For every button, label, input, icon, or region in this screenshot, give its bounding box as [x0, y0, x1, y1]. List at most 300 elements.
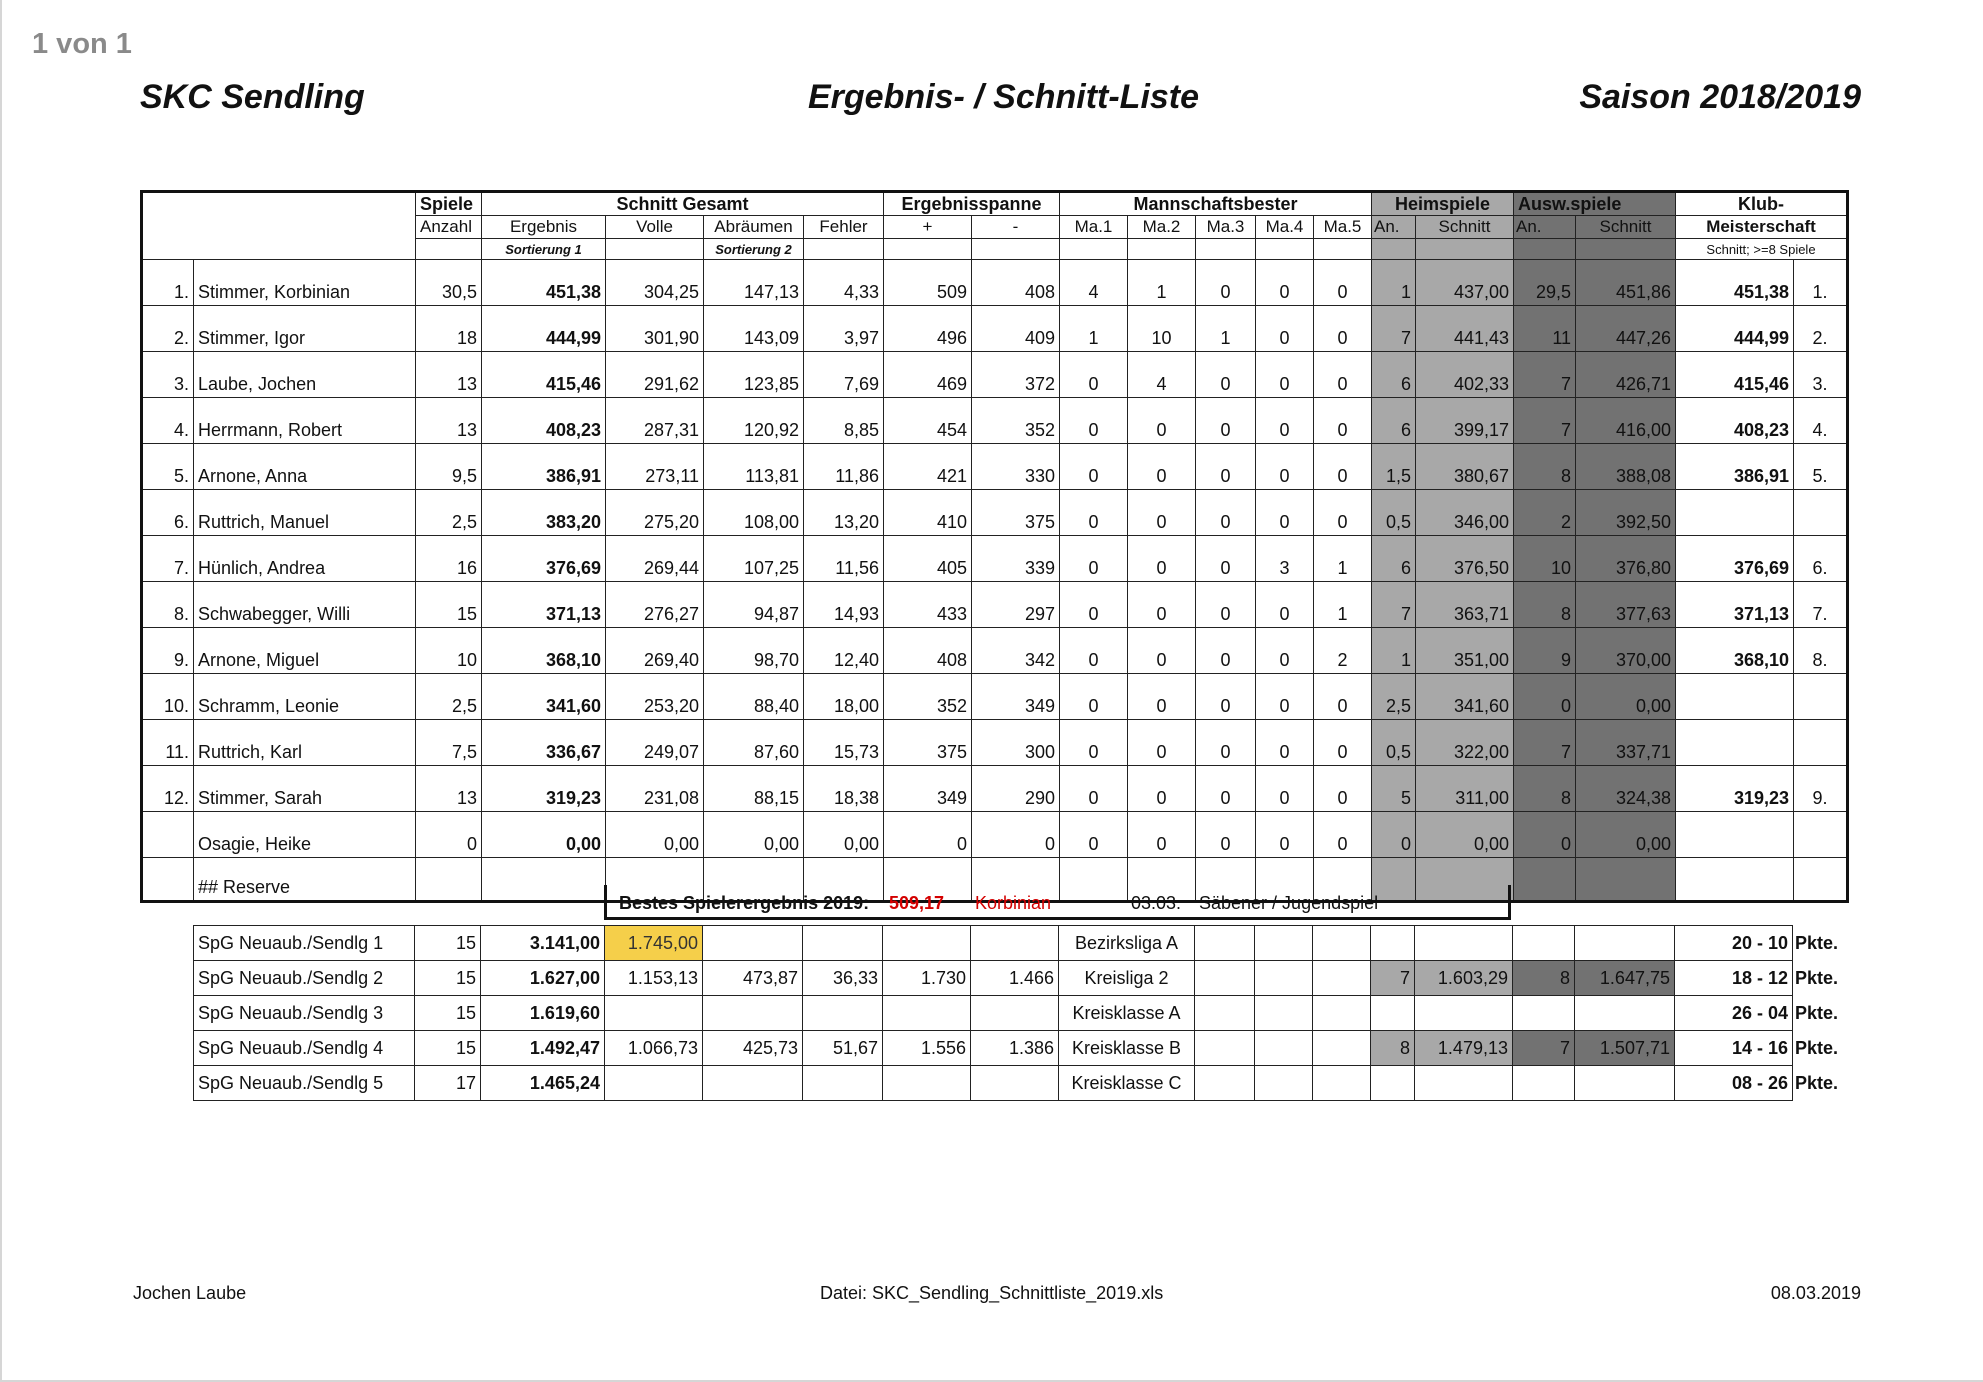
header-volle: Volle — [606, 216, 704, 239]
header-klub: Klub- — [1676, 192, 1848, 216]
team-heim-schnitt: 1.479,13 — [1415, 1031, 1513, 1066]
player-minus: 339 — [972, 536, 1060, 582]
player-heim-an: 0,5 — [1372, 720, 1416, 766]
player-ausw-schnitt: 392,50 — [1576, 490, 1676, 536]
table-row — [142, 766, 1848, 812]
team-heim-an — [1371, 1066, 1415, 1101]
team-ausw-schnitt — [1575, 996, 1675, 1031]
team-ausw-schnitt — [1575, 926, 1675, 961]
player-ma3: 0 — [1196, 720, 1256, 766]
table-row — [142, 720, 1848, 766]
header-klub-note: Schnitt; >=8 Spiele — [1676, 239, 1848, 260]
player-ausw-schnitt: 426,71 — [1576, 352, 1676, 398]
player-rank: 7. — [142, 536, 194, 582]
team-volle: 1.153,13 — [605, 961, 703, 996]
team-liga: Kreisklasse A — [1059, 996, 1195, 1031]
header-empty — [1314, 239, 1372, 260]
player-spiele: 2,5 — [416, 674, 482, 720]
header-empty — [606, 239, 704, 260]
player-spiele: 13 — [416, 352, 482, 398]
team-plus — [883, 926, 971, 961]
player-ma5: 2 — [1314, 628, 1372, 674]
header-heimspiele: Heimspiele — [1372, 192, 1514, 216]
team-minus: 1.386 — [971, 1031, 1059, 1066]
team-ergebnis: 1.465,24 — [481, 1066, 605, 1101]
player-plus: 375 — [884, 720, 972, 766]
team-abraeumen: 425,73 — [703, 1031, 803, 1066]
team-liga: Kreisliga 2 — [1059, 961, 1195, 996]
footer-date: 08.03.2019 — [1770, 1283, 1861, 1303]
team-spiele: 15 — [415, 1031, 481, 1066]
player-ma1: 0 — [1060, 674, 1128, 720]
team-volle — [605, 996, 703, 1031]
table-row — [142, 582, 1848, 628]
player-ma4: 0 — [1256, 582, 1314, 628]
player-spiele: 30,5 — [416, 260, 482, 306]
player-ma4: 0 — [1256, 766, 1314, 812]
player-klub — [1676, 720, 1794, 766]
reserve-empty — [482, 858, 606, 902]
team-punkte: 08 - 26 — [1675, 1066, 1793, 1101]
header-empty — [1372, 239, 1416, 260]
player-rank: 9. — [142, 628, 194, 674]
team-empty — [1195, 926, 1255, 961]
player-ma1: 0 — [1060, 766, 1128, 812]
table-row — [142, 352, 1848, 398]
player-ma1: 0 — [1060, 352, 1128, 398]
team-empty — [1313, 996, 1371, 1031]
header-ma5: Ma.5 — [1314, 216, 1372, 239]
player-heim-schnitt: 441,43 — [1416, 306, 1514, 352]
player-rank: 2. — [142, 306, 194, 352]
player-ma4: 0 — [1256, 628, 1314, 674]
player-ma1: 0 — [1060, 582, 1128, 628]
player-ma4: 0 — [1256, 812, 1314, 858]
team-heim-an — [1371, 996, 1415, 1031]
player-klub: 376,69 — [1676, 536, 1794, 582]
reserve-empty — [1576, 858, 1676, 902]
team-liga: Kreisklasse B — [1059, 1031, 1195, 1066]
player-ma5: 1 — [1314, 536, 1372, 582]
player-ausw-schnitt: 0,00 — [1576, 674, 1676, 720]
header-ausw-an: An. — [1514, 216, 1576, 239]
header-sortierung1: Sortierung 1 — [482, 239, 606, 260]
team-heim-schnitt — [1415, 926, 1513, 961]
best-result-value: 509,17 — [889, 893, 945, 913]
team-row — [194, 926, 1847, 961]
header-anzahl: Anzahl — [416, 216, 482, 239]
player-ausw-schnitt: 451,86 — [1576, 260, 1676, 306]
player-klub-rank — [1794, 812, 1848, 858]
team-name: SpG Neuaub./Sendlg 4 — [194, 1031, 415, 1066]
player-klub: 319,23 — [1676, 766, 1794, 812]
footer-file: Datei: SKC_Sendling_Schnittliste_2019.xls — [820, 1283, 1164, 1303]
team-fehler — [803, 996, 883, 1031]
header-sortierung2: Sortierung 2 — [704, 239, 804, 260]
player-fehler: 14,93 — [804, 582, 884, 628]
player-fehler: 12,40 — [804, 628, 884, 674]
player-minus: 330 — [972, 444, 1060, 490]
team-ausw-schnitt — [1575, 1066, 1675, 1101]
player-name: Osagie, Heike — [194, 812, 416, 858]
player-ma2: 0 — [1128, 628, 1196, 674]
player-ma1: 0 — [1060, 812, 1128, 858]
player-name: Stimmer, Korbinian — [194, 260, 416, 306]
player-ma4: 3 — [1256, 536, 1314, 582]
player-abraeumen: 88,15 — [704, 766, 804, 812]
player-heim-an: 1 — [1372, 628, 1416, 674]
player-ma3: 0 — [1196, 444, 1256, 490]
player-fehler: 11,56 — [804, 536, 884, 582]
player-rank: 4. — [142, 398, 194, 444]
player-volle: 0,00 — [606, 812, 704, 858]
reserve-empty — [1514, 858, 1576, 902]
team-row — [194, 1066, 1847, 1101]
header-empty — [972, 239, 1060, 260]
team-empty — [1313, 926, 1371, 961]
team-plus — [883, 1066, 971, 1101]
player-ma3: 1 — [1196, 306, 1256, 352]
player-name: Stimmer, Igor — [194, 306, 416, 352]
player-spiele: 9,5 — [416, 444, 482, 490]
player-ma1: 0 — [1060, 444, 1128, 490]
player-ergebnis: 383,20 — [482, 490, 606, 536]
player-ma5: 0 — [1314, 444, 1372, 490]
player-ausw-schnitt: 337,71 — [1576, 720, 1676, 766]
player-klub-rank — [1794, 674, 1848, 720]
player-ma3: 0 — [1196, 628, 1256, 674]
player-heim-schnitt: 311,00 — [1416, 766, 1514, 812]
player-ausw-an: 0 — [1514, 812, 1576, 858]
player-ma1: 0 — [1060, 398, 1128, 444]
player-rank: 11. — [142, 720, 194, 766]
player-ma3: 0 — [1196, 582, 1256, 628]
player-klub — [1676, 490, 1794, 536]
player-klub-rank: 3. — [1794, 352, 1848, 398]
player-heim-schnitt: 402,33 — [1416, 352, 1514, 398]
team-minus — [971, 996, 1059, 1031]
player-name: Ruttrich, Karl — [194, 720, 416, 766]
team-ergebnis: 3.141,00 — [481, 926, 605, 961]
team-abraeumen: 473,87 — [703, 961, 803, 996]
player-ergebnis: 386,91 — [482, 444, 606, 490]
team-ausw-an — [1513, 926, 1575, 961]
best-result-event: Säbener / Jugendspiel — [1199, 893, 1379, 913]
team-name: SpG Neuaub./Sendlg 2 — [194, 961, 415, 996]
player-ma5: 1 — [1314, 582, 1372, 628]
reserve-empty — [1794, 858, 1848, 902]
player-heim-an: 6 — [1372, 352, 1416, 398]
player-spiele: 13 — [416, 766, 482, 812]
team-name: SpG Neuaub./Sendlg 1 — [194, 926, 415, 961]
player-ma5: 0 — [1314, 766, 1372, 812]
player-fehler: 7,69 — [804, 352, 884, 398]
player-ma4: 0 — [1256, 720, 1314, 766]
player-klub: 408,23 — [1676, 398, 1794, 444]
player-ma5: 0 — [1314, 352, 1372, 398]
player-fehler: 0,00 — [804, 812, 884, 858]
player-fehler: 11,86 — [804, 444, 884, 490]
header-auswspiele: Ausw.spiele — [1514, 192, 1676, 216]
player-klub-rank: 6. — [1794, 536, 1848, 582]
table-row — [142, 398, 1848, 444]
player-ma2: 0 — [1128, 490, 1196, 536]
player-spiele: 2,5 — [416, 490, 482, 536]
player-minus: 349 — [972, 674, 1060, 720]
player-ergebnis: 451,38 — [482, 260, 606, 306]
player-klub-rank — [1794, 720, 1848, 766]
player-minus: 372 — [972, 352, 1060, 398]
player-ausw-an: 8 — [1514, 444, 1576, 490]
player-minus: 342 — [972, 628, 1060, 674]
header-empty — [1256, 239, 1314, 260]
player-heim-schnitt: 341,60 — [1416, 674, 1514, 720]
player-ausw-an: 0 — [1514, 674, 1576, 720]
team-empty — [1255, 1066, 1313, 1101]
player-minus: 352 — [972, 398, 1060, 444]
player-abraeumen: 143,09 — [704, 306, 804, 352]
player-abraeumen: 98,70 — [704, 628, 804, 674]
team-spiele: 15 — [415, 961, 481, 996]
player-ergebnis: 319,23 — [482, 766, 606, 812]
team-fehler — [803, 926, 883, 961]
player-ma1: 0 — [1060, 490, 1128, 536]
player-fehler: 4,33 — [804, 260, 884, 306]
player-klub-rank — [1794, 490, 1848, 536]
player-volle: 269,44 — [606, 536, 704, 582]
team-empty — [1313, 1031, 1371, 1066]
player-ma3: 0 — [1196, 352, 1256, 398]
team-heim-schnitt: 1.603,29 — [1415, 961, 1513, 996]
player-klub-rank: 5. — [1794, 444, 1848, 490]
player-ausw-an: 7 — [1514, 720, 1576, 766]
player-plus: 0 — [884, 812, 972, 858]
player-heim-schnitt: 399,17 — [1416, 398, 1514, 444]
player-plus: 408 — [884, 628, 972, 674]
player-heim-an: 6 — [1372, 536, 1416, 582]
best-result-date: 03.03. — [1131, 893, 1182, 913]
player-abraeumen: 147,13 — [704, 260, 804, 306]
player-ma3: 0 — [1196, 490, 1256, 536]
player-abraeumen: 0,00 — [704, 812, 804, 858]
player-heim-an: 6 — [1372, 398, 1416, 444]
player-klub: 371,13 — [1676, 582, 1794, 628]
player-plus: 352 — [884, 674, 972, 720]
best-result-player: Korbinian — [975, 893, 1052, 913]
header-empty — [1576, 239, 1676, 260]
reserve-label: ## Reserve — [194, 858, 416, 902]
season-label: Saison 2018/2019 — [1579, 78, 1861, 116]
player-plus: 410 — [884, 490, 972, 536]
player-heim-an: 1 — [1372, 260, 1416, 306]
player-ma2: 0 — [1128, 674, 1196, 720]
team-heim-an: 7 — [1371, 961, 1415, 996]
player-ma2: 0 — [1128, 536, 1196, 582]
team-fehler: 36,33 — [803, 961, 883, 996]
team-ausw-an — [1513, 996, 1575, 1031]
player-heim-an: 0,5 — [1372, 490, 1416, 536]
table-row — [142, 536, 1848, 582]
team-spiele: 17 — [415, 1066, 481, 1101]
player-name: Laube, Jochen — [194, 352, 416, 398]
player-ausw-schnitt: 0,00 — [1576, 812, 1676, 858]
player-ausw-schnitt: 376,80 — [1576, 536, 1676, 582]
player-fehler: 3,97 — [804, 306, 884, 352]
team-heim-an: 8 — [1371, 1031, 1415, 1066]
player-plus: 496 — [884, 306, 972, 352]
reserve-empty — [142, 858, 194, 902]
header-empty — [884, 239, 972, 260]
player-volle: 253,20 — [606, 674, 704, 720]
player-volle: 275,20 — [606, 490, 704, 536]
player-abraeumen: 120,92 — [704, 398, 804, 444]
header-row-1 — [142, 192, 1848, 216]
player-ergebnis: 371,13 — [482, 582, 606, 628]
player-heim-schnitt: 322,00 — [1416, 720, 1514, 766]
team-volle: 1.066,73 — [605, 1031, 703, 1066]
team-empty — [1195, 1066, 1255, 1101]
player-ma4: 0 — [1256, 490, 1314, 536]
player-ausw-an: 2 — [1514, 490, 1576, 536]
player-name: Ruttrich, Manuel — [194, 490, 416, 536]
player-ma3: 0 — [1196, 260, 1256, 306]
team-volle: 1.745,00 — [605, 926, 703, 961]
player-ma3: 0 — [1196, 812, 1256, 858]
player-klub-rank: 9. — [1794, 766, 1848, 812]
player-volle: 269,40 — [606, 628, 704, 674]
header-ausw-schnitt: Schnitt — [1576, 216, 1676, 239]
player-abraeumen: 113,81 — [704, 444, 804, 490]
player-ausw-an: 10 — [1514, 536, 1576, 582]
team-empty — [1255, 926, 1313, 961]
header-ma1: Ma.1 — [1060, 216, 1128, 239]
player-ma4: 0 — [1256, 260, 1314, 306]
team-rows — [194, 926, 1847, 1101]
player-plus: 469 — [884, 352, 972, 398]
player-ma5: 0 — [1314, 490, 1372, 536]
player-rank: 6. — [142, 490, 194, 536]
player-spiele: 18 — [416, 306, 482, 352]
team-empty — [1255, 1031, 1313, 1066]
header-ma3: Ma.3 — [1196, 216, 1256, 239]
player-ausw-schnitt: 370,00 — [1576, 628, 1676, 674]
team-ausw-an — [1513, 1066, 1575, 1101]
player-ergebnis: 336,67 — [482, 720, 606, 766]
player-spiele: 0 — [416, 812, 482, 858]
player-ausw-an: 8 — [1514, 766, 1576, 812]
club-name: SKC Sendling — [140, 78, 365, 116]
player-minus: 408 — [972, 260, 1060, 306]
player-ma3: 0 — [1196, 766, 1256, 812]
player-ausw-an: 29,5 — [1514, 260, 1576, 306]
team-empty — [1313, 1066, 1371, 1101]
header-heim-an: An. — [1372, 216, 1416, 239]
player-ma2: 10 — [1128, 306, 1196, 352]
player-rank — [142, 812, 194, 858]
player-ma5: 0 — [1314, 812, 1372, 858]
player-ausw-an: 9 — [1514, 628, 1576, 674]
header-mannschaftsbester: Mannschaftsbester — [1060, 192, 1372, 216]
team-empty — [1255, 996, 1313, 1031]
player-ma1: 4 — [1060, 260, 1128, 306]
player-abraeumen: 88,40 — [704, 674, 804, 720]
team-punkte-label: Pkte. — [1795, 1037, 1839, 1058]
document-title: Ergebnis- / Schnitt-Liste — [808, 78, 1200, 116]
team-liga: Bezirksliga A — [1059, 926, 1195, 961]
player-ausw-schnitt: 388,08 — [1576, 444, 1676, 490]
player-klub: 386,91 — [1676, 444, 1794, 490]
team-plus — [883, 996, 971, 1031]
team-row — [194, 1031, 1847, 1066]
team-minus — [971, 926, 1059, 961]
player-ma2: 0 — [1128, 812, 1196, 858]
team-empty — [1313, 961, 1371, 996]
player-heim-an: 1,5 — [1372, 444, 1416, 490]
player-heim-schnitt: 346,00 — [1416, 490, 1514, 536]
player-volle: 291,62 — [606, 352, 704, 398]
footer-author: Jochen Laube — [133, 1283, 247, 1303]
player-ma5: 0 — [1314, 720, 1372, 766]
team-punkte: 14 - 16 — [1675, 1031, 1793, 1066]
player-heim-schnitt: 376,50 — [1416, 536, 1514, 582]
table-row — [142, 444, 1848, 490]
player-heim-schnitt: 351,00 — [1416, 628, 1514, 674]
header-ma2: Ma.2 — [1128, 216, 1196, 239]
player-ma1: 0 — [1060, 720, 1128, 766]
player-ma4: 0 — [1256, 444, 1314, 490]
header-ergebnisspanne: Ergebnisspanne — [884, 192, 1060, 216]
team-punkte-label: Pkte. — [1795, 1002, 1839, 1023]
team-ergebnis: 1.627,00 — [481, 961, 605, 996]
table-row — [142, 306, 1848, 352]
player-heim-an: 0 — [1372, 812, 1416, 858]
team-minus: 1.466 — [971, 961, 1059, 996]
player-fehler: 18,00 — [804, 674, 884, 720]
team-ausw-schnitt: 1.507,71 — [1575, 1031, 1675, 1066]
player-ma1: 1 — [1060, 306, 1128, 352]
player-ma1: 0 — [1060, 628, 1128, 674]
player-ausw-an: 8 — [1514, 582, 1576, 628]
team-liga: Kreisklasse C — [1059, 1066, 1195, 1101]
player-ma2: 0 — [1128, 444, 1196, 490]
team-punkte-label: Pkte. — [1795, 932, 1839, 953]
table-row — [142, 812, 1848, 858]
player-ma4: 0 — [1256, 306, 1314, 352]
player-ausw-an: 7 — [1514, 398, 1576, 444]
team-spiele: 15 — [415, 926, 481, 961]
player-minus: 300 — [972, 720, 1060, 766]
team-ausw-an: 7 — [1513, 1031, 1575, 1066]
player-volle: 276,27 — [606, 582, 704, 628]
player-heim-an: 7 — [1372, 582, 1416, 628]
team-heim-schnitt — [1415, 1066, 1513, 1101]
player-ma5: 0 — [1314, 398, 1372, 444]
player-spiele: 7,5 — [416, 720, 482, 766]
player-minus: 409 — [972, 306, 1060, 352]
header-empty — [1514, 239, 1576, 260]
header-empty — [1060, 239, 1128, 260]
player-plus: 405 — [884, 536, 972, 582]
header-ma4: Ma.4 — [1256, 216, 1314, 239]
player-abraeumen: 107,25 — [704, 536, 804, 582]
player-ergebnis: 368,10 — [482, 628, 606, 674]
team-ergebnis: 1.492,47 — [481, 1031, 605, 1066]
team-ausw-an: 8 — [1513, 961, 1575, 996]
player-minus: 0 — [972, 812, 1060, 858]
player-klub-rank: 7. — [1794, 582, 1848, 628]
player-heim-an: 2,5 — [1372, 674, 1416, 720]
player-volle: 301,90 — [606, 306, 704, 352]
